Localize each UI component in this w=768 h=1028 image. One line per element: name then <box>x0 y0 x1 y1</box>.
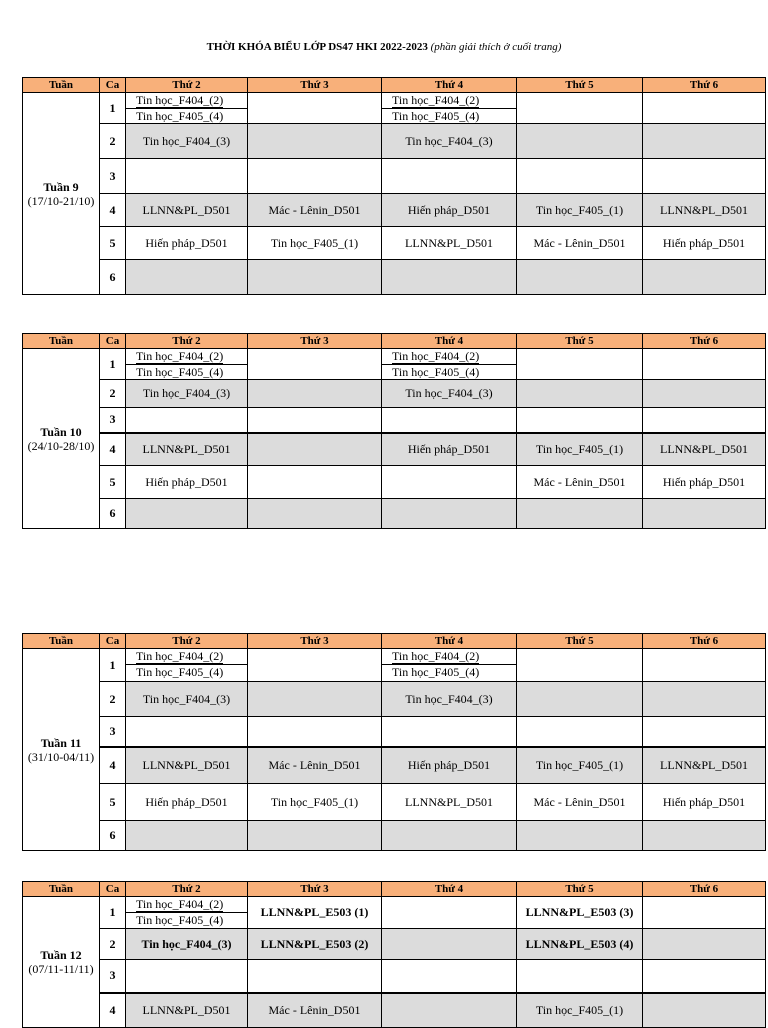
schedule-cell <box>643 159 766 194</box>
column-header: Thứ 5 <box>517 334 643 349</box>
shift-number: 1 <box>100 649 126 682</box>
schedule-cell <box>643 349 766 380</box>
schedule-cell <box>126 499 248 529</box>
shift-number: 3 <box>100 408 126 433</box>
table-row <box>23 433 766 466</box>
column-header: Thứ 3 <box>248 634 382 649</box>
split-cell-line <box>382 664 516 679</box>
split-cell-line <box>126 349 247 364</box>
class-entry: Tin học_F405_(4) <box>136 109 224 123</box>
shift-number: 6 <box>100 821 126 851</box>
schedule-cell <box>382 260 517 295</box>
shift-number: 4 <box>100 433 126 466</box>
column-header: Thứ 4 <box>382 634 517 649</box>
schedule-cell <box>126 960 248 993</box>
column-header: Ca <box>100 78 126 93</box>
schedule-cell <box>382 499 517 529</box>
schedule-cell <box>382 897 517 929</box>
schedule-cell: Hiến pháp_D501 <box>126 227 248 260</box>
schedule-cell: LLNN&PL_D501 <box>382 784 517 821</box>
column-header: Thứ 3 <box>248 334 382 349</box>
schedule-cell <box>382 159 517 194</box>
schedule-cell <box>382 649 517 682</box>
schedule-cell <box>382 929 517 960</box>
class-entry: Tin học_F404_(2) <box>136 897 224 911</box>
schedule-cell <box>382 821 517 851</box>
split-cell <box>126 93 247 123</box>
schedule-cell <box>517 159 643 194</box>
column-header: Ca <box>100 334 126 349</box>
split-cell <box>382 93 516 123</box>
schedule-cell <box>643 499 766 529</box>
schedule-cell <box>643 682 766 717</box>
split-cell-line <box>382 364 516 379</box>
schedule-cell <box>517 682 643 717</box>
schedule-cell: Tin học_F404_(3) <box>382 124 517 159</box>
schedule-cell <box>517 960 643 993</box>
week-label: Tuần 11 <box>40 735 82 750</box>
schedule-cell <box>643 821 766 851</box>
schedule-cell: Mác - Lênin_D501 <box>517 784 643 821</box>
schedule-cell: LLNN&PL_D501 <box>643 747 766 784</box>
schedule-cell <box>248 960 382 993</box>
schedule-cell <box>382 466 517 499</box>
schedule-cell: Tin học_F404_(3) <box>382 682 517 717</box>
header-row <box>23 634 766 649</box>
shift-number: 5 <box>100 784 126 821</box>
table-row <box>23 260 766 295</box>
schedule-cell: LLNN&PL_D501 <box>126 433 248 466</box>
schedule-cell <box>643 93 766 124</box>
table-row <box>23 194 766 227</box>
schedule-cell <box>248 649 382 682</box>
schedule-cell <box>643 124 766 159</box>
schedule-cell: LLNN&PL_E503 (3) <box>517 897 643 929</box>
shift-number: 5 <box>100 227 126 260</box>
split-cell-line <box>126 108 247 123</box>
split-cell-line <box>382 349 516 364</box>
schedule-cell: LLNN&PL_D501 <box>126 747 248 784</box>
schedule-cell <box>126 408 248 433</box>
schedule-cell: Hiến pháp_D501 <box>643 784 766 821</box>
class-entry: Tin học_F404_(2) <box>392 649 480 663</box>
schedule-cell <box>643 993 766 1028</box>
shift-number: 1 <box>100 349 126 380</box>
column-header: Thứ 6 <box>643 334 766 349</box>
schedule-cell <box>248 124 382 159</box>
shift-number: 4 <box>100 747 126 784</box>
schedule-cell <box>126 821 248 851</box>
column-header: Thứ 3 <box>248 78 382 93</box>
column-header: Thứ 4 <box>382 882 517 897</box>
schedule-cell <box>517 499 643 529</box>
column-header: Thứ 3 <box>248 882 382 897</box>
table-row <box>23 897 766 929</box>
schedule-cell <box>126 649 248 682</box>
class-entry: Tin học_F405_(4) <box>136 665 224 679</box>
week-cell <box>23 897 100 1028</box>
shift-number: 4 <box>100 993 126 1028</box>
schedule-cell <box>643 649 766 682</box>
timetable-week-3 <box>22 633 766 851</box>
class-entry: Tin học_F405_(4) <box>392 365 480 379</box>
class-entry: Tin học_F404_(2) <box>136 349 224 363</box>
split-cell <box>382 649 516 679</box>
schedule-cell <box>382 960 517 993</box>
schedule-cell: Hiến pháp_D501 <box>643 466 766 499</box>
schedule-cell: Tin học_F405_(1) <box>517 433 643 466</box>
schedule-cell: Mác - Lênin_D501 <box>248 194 382 227</box>
shift-number: 1 <box>100 93 126 124</box>
shift-number: 1 <box>100 897 126 929</box>
shift-number: 2 <box>100 380 126 408</box>
week-dates: (31/10-04/11) <box>27 749 95 764</box>
schedule-cell <box>248 260 382 295</box>
schedule-cell: Hiến pháp_D501 <box>643 227 766 260</box>
column-header: Thứ 2 <box>126 78 248 93</box>
schedule-cell <box>643 408 766 433</box>
week-label: Tuần 10 <box>40 424 82 439</box>
class-entry: Tin học_F405_(4) <box>392 109 480 123</box>
week-cell <box>23 649 100 851</box>
schedule-cell: LLNN&PL_E503 (1) <box>248 897 382 929</box>
shift-number: 6 <box>100 499 126 529</box>
column-header: Tuần <box>23 334 100 349</box>
table-row <box>23 227 766 260</box>
schedule-cell <box>248 93 382 124</box>
class-entry: Tin học_F405_(4) <box>136 365 224 379</box>
schedule-cell <box>517 93 643 124</box>
timetable-week-4 <box>22 881 766 1028</box>
schedule-cell: Tin học_F405_(1) <box>517 993 643 1028</box>
table-row <box>23 349 766 380</box>
shift-number: 3 <box>100 159 126 194</box>
schedule-cell: Tin học_F404_(3) <box>382 380 517 408</box>
shift-number: 4 <box>100 194 126 227</box>
column-header: Thứ 6 <box>643 78 766 93</box>
shift-number: 3 <box>100 717 126 747</box>
column-header: Ca <box>100 882 126 897</box>
column-header: Thứ 2 <box>126 634 248 649</box>
table-row <box>23 717 766 747</box>
schedule-cell: Tin học_F405_(1) <box>248 227 382 260</box>
header-row <box>23 882 766 897</box>
column-header: Ca <box>100 634 126 649</box>
schedule-cell <box>126 717 248 747</box>
split-cell-line <box>126 912 247 927</box>
week-dates: (07/11-11/11) <box>28 962 94 976</box>
table-row <box>23 466 766 499</box>
schedule-cell: Mác - Lênin_D501 <box>248 747 382 784</box>
split-cell <box>126 897 247 927</box>
schedule-cell <box>126 93 248 124</box>
split-cell-line <box>126 364 247 379</box>
schedule-cell: Mác - Lênin_D501 <box>517 227 643 260</box>
column-header: Thứ 4 <box>382 78 517 93</box>
schedule-cell: Tin học_F404_(3) <box>126 682 248 717</box>
column-header: Thứ 5 <box>517 634 643 649</box>
week-cell <box>23 349 100 529</box>
schedule-cell <box>248 682 382 717</box>
schedule-cell: Hiến pháp_D501 <box>382 747 517 784</box>
schedule-cell <box>643 897 766 929</box>
schedule-cell <box>248 499 382 529</box>
schedule-cell: Tin học_F404_(3) <box>126 929 248 960</box>
schedule-cell <box>382 349 517 380</box>
column-header: Thứ 2 <box>126 882 248 897</box>
schedule-cell <box>382 93 517 124</box>
schedule-cell <box>382 993 517 1028</box>
shift-number: 2 <box>100 929 126 960</box>
column-header: Thứ 4 <box>382 334 517 349</box>
class-entry: Tin học_F405_(4) <box>136 913 224 927</box>
schedule-cell <box>643 929 766 960</box>
table-row <box>23 159 766 194</box>
schedule-cell <box>643 960 766 993</box>
split-cell-line <box>382 649 516 664</box>
schedule-cell <box>126 349 248 380</box>
column-header: Tuần <box>23 78 100 93</box>
schedule-cell: LLNN&PL_D501 <box>126 993 248 1028</box>
class-entry: Tin học_F404_(2) <box>136 649 224 663</box>
schedule-cell <box>517 260 643 295</box>
schedule-cell: Hiến pháp_D501 <box>382 194 517 227</box>
split-cell-line <box>126 649 247 664</box>
split-cell <box>126 349 247 379</box>
schedule-cell <box>248 717 382 747</box>
title-note: (phần giải thích ở cuối trang) <box>430 41 562 53</box>
split-cell-line <box>126 664 247 679</box>
schedule-cell <box>248 159 382 194</box>
table-row <box>23 408 766 433</box>
split-cell <box>382 349 516 379</box>
class-entry: Tin học_F404_(2) <box>392 93 480 107</box>
table-row <box>23 821 766 851</box>
week-label: Tuần 9 <box>43 179 79 194</box>
class-entry: Tin học_F404_(2) <box>136 93 224 107</box>
schedule-cell <box>517 349 643 380</box>
schedule-cell <box>643 717 766 747</box>
shift-number: 2 <box>100 682 126 717</box>
column-header: Tuần <box>23 634 100 649</box>
schedule-cell: Hiến pháp_D501 <box>126 466 248 499</box>
schedule-cell: Mác - Lênin_D501 <box>517 466 643 499</box>
table-row <box>23 993 766 1028</box>
schedule-cell <box>517 124 643 159</box>
schedule-cell: Tin học_F404_(3) <box>126 124 248 159</box>
table-row <box>23 682 766 717</box>
table-row <box>23 649 766 682</box>
table-row <box>23 124 766 159</box>
schedule-cell <box>517 717 643 747</box>
schedule-cell <box>643 260 766 295</box>
week-label: Tuần 12 <box>40 948 82 962</box>
schedule-cell: Hiến pháp_D501 <box>382 433 517 466</box>
schedule-cell <box>643 380 766 408</box>
schedule-cell: Mác - Lênin_D501 <box>248 993 382 1028</box>
schedule-cell: Tin học_F405_(1) <box>517 194 643 227</box>
week-dates: (17/10-21/10) <box>27 193 95 208</box>
column-header: Tuần <box>23 882 100 897</box>
split-cell-line <box>382 108 516 123</box>
header-row <box>23 78 766 93</box>
shift-number: 2 <box>100 124 126 159</box>
schedule-cell: LLNN&PL_D501 <box>643 194 766 227</box>
split-cell-line <box>382 93 516 108</box>
week-cell <box>23 93 100 295</box>
timetable-week-2 <box>22 333 766 529</box>
schedule-cell <box>382 408 517 433</box>
split-cell-line <box>126 897 247 912</box>
schedule-cell <box>248 821 382 851</box>
column-header: Thứ 2 <box>126 334 248 349</box>
schedule-cell <box>126 159 248 194</box>
schedule-cell <box>126 260 248 295</box>
schedule-cell: LLNN&PL_E503 (4) <box>517 929 643 960</box>
table-row <box>23 960 766 993</box>
schedule-cell: LLNN&PL_D501 <box>643 433 766 466</box>
week-dates: (24/10-28/10) <box>27 438 95 453</box>
schedule-cell <box>517 380 643 408</box>
schedule-cell <box>517 821 643 851</box>
column-header: Thứ 6 <box>643 882 766 897</box>
schedule-cell: Tin học_F405_(1) <box>517 747 643 784</box>
schedule-cell <box>382 717 517 747</box>
schedule-cell <box>126 897 248 929</box>
schedule-cell: Tin học_F405_(1) <box>248 784 382 821</box>
shift-number: 3 <box>100 960 126 993</box>
table-row <box>23 499 766 529</box>
split-cell-line <box>126 93 247 108</box>
title-main: THỜI KHÓA BIỂU LỚP DS47 HKI 2022-2023 <box>206 41 428 53</box>
column-header: Thứ 5 <box>517 78 643 93</box>
schedule-cell <box>517 408 643 433</box>
schedule-cell <box>517 649 643 682</box>
schedule-cell: Hiến pháp_D501 <box>126 784 248 821</box>
header-row <box>23 334 766 349</box>
column-header: Thứ 5 <box>517 882 643 897</box>
split-cell <box>126 649 247 679</box>
schedule-cell: LLNN&PL_E503 (2) <box>248 929 382 960</box>
column-header: Thứ 6 <box>643 634 766 649</box>
schedule-cell: LLNN&PL_D501 <box>382 227 517 260</box>
class-entry: Tin học_F405_(4) <box>392 665 480 679</box>
table-row <box>23 747 766 784</box>
shift-number: 6 <box>100 260 126 295</box>
table-row <box>23 93 766 124</box>
schedule-cell <box>248 408 382 433</box>
page-title <box>0 41 768 53</box>
schedule-cell: Tin học_F404_(3) <box>126 380 248 408</box>
schedule-cell <box>248 466 382 499</box>
table-row <box>23 784 766 821</box>
schedule-cell <box>248 349 382 380</box>
shift-number: 5 <box>100 466 126 499</box>
table-row <box>23 929 766 960</box>
table-row <box>23 380 766 408</box>
schedule-cell: LLNN&PL_D501 <box>126 194 248 227</box>
class-entry: Tin học_F404_(2) <box>392 349 480 363</box>
schedule-cell <box>248 433 382 466</box>
schedule-cell <box>248 380 382 408</box>
timetable-week-1 <box>22 77 766 295</box>
